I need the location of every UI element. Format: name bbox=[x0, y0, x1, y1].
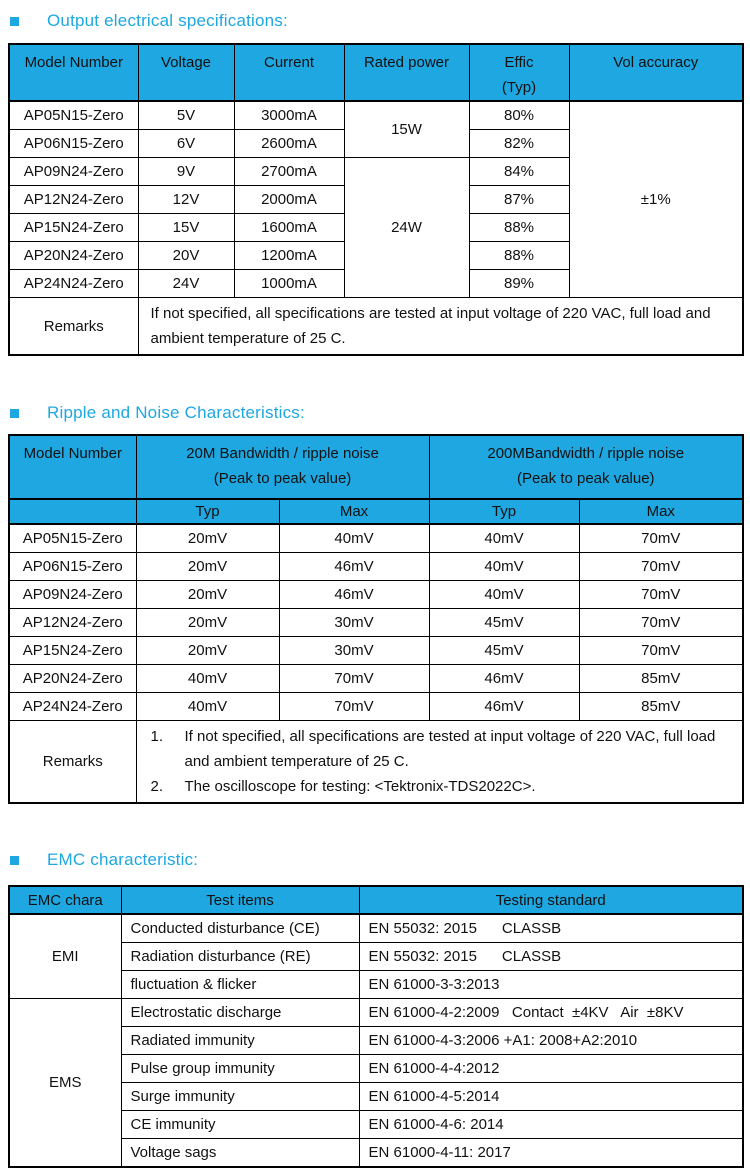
standard-cell: EN 61000-4-3:2006 +A1: 2008+A2:2010 bbox=[359, 1027, 743, 1055]
voltage-cell: 6V bbox=[138, 130, 234, 158]
header-current: Current bbox=[234, 44, 344, 101]
header-max-20m: Max bbox=[279, 499, 429, 524]
voltage-cell: 15V bbox=[138, 214, 234, 242]
table-row bbox=[9, 637, 743, 665]
standard-cell: EN 61000-4-11: 2017 bbox=[359, 1139, 743, 1168]
model-cell: AP06N15-Zero bbox=[9, 553, 136, 581]
effic-cell: 84% bbox=[469, 158, 569, 186]
header-test-items: Test items bbox=[121, 886, 359, 914]
current-cell: 2000mA bbox=[234, 186, 344, 214]
standard-cell: EN 61000-4-5:2014 bbox=[359, 1083, 743, 1111]
test-item-cell: fluctuation & flicker bbox=[121, 971, 359, 999]
test-item-cell: Pulse group immunity bbox=[121, 1055, 359, 1083]
header-max-200m: Max bbox=[579, 499, 743, 524]
remark-text: If not specified, all specifications are tested at input voltage of 220 VAC, full load and ambient temperature of 25 C. bbox=[184, 728, 716, 770]
max20-cell: 30mV bbox=[279, 609, 429, 637]
max200-cell: 85mV bbox=[579, 693, 743, 721]
max200-cell: 85mV bbox=[579, 665, 743, 693]
standard-cell: EN 55032: 2015 CLASSB bbox=[359, 943, 743, 971]
model-cell: AP20N24-Zero bbox=[9, 242, 138, 270]
typ20-cell: 40mV bbox=[136, 665, 279, 693]
test-item-cell: Radiated immunity bbox=[121, 1027, 359, 1055]
typ200-cell: 40mV bbox=[429, 553, 579, 581]
standard-cell: EN 61000-4-6: 2014 bbox=[359, 1111, 743, 1139]
current-cell: 3000mA bbox=[234, 101, 344, 130]
current-cell: 1600mA bbox=[234, 214, 344, 242]
standard-cell: EN 61000-4-2:2009 Contact ±4KV Air ±8KV bbox=[359, 999, 743, 1027]
current-cell: 2600mA bbox=[234, 130, 344, 158]
remarks-text: If not specified, all specifications are tested at input voltage of 220 VAC, full load and ambient temperature of 25 C. bbox=[138, 298, 743, 356]
vol-accuracy-cell: ±1% bbox=[569, 101, 743, 298]
remark-text: The oscilloscope for testing: <Tektronix-TDS2022C>. bbox=[184, 778, 536, 795]
typ20-cell: 20mV bbox=[136, 524, 279, 553]
section-heading-output-spec bbox=[10, 0, 750, 31]
table-row bbox=[9, 665, 743, 693]
typ20-cell: 20mV bbox=[136, 581, 279, 609]
model-cell: AP24N24-Zero bbox=[9, 693, 136, 721]
header-emc-chara: EMC chara bbox=[9, 886, 121, 914]
table-row bbox=[9, 553, 743, 581]
header-typ-20m: Typ bbox=[136, 499, 279, 524]
header-effic bbox=[469, 44, 569, 101]
table-row bbox=[9, 693, 743, 721]
typ200-cell: 40mV bbox=[429, 581, 579, 609]
section-heading-emc bbox=[10, 850, 750, 870]
typ200-cell: 46mV bbox=[429, 665, 579, 693]
table-row bbox=[9, 914, 743, 943]
section-title: Ripple and Noise Characteristics: bbox=[47, 403, 305, 422]
remarks-label: Remarks bbox=[9, 721, 136, 804]
voltage-cell: 5V bbox=[138, 101, 234, 130]
standard-cell: EN 61000-4-4:2012 bbox=[359, 1055, 743, 1083]
header-20m-bandwidth bbox=[136, 435, 429, 499]
output-spec-table bbox=[8, 43, 744, 356]
rated-power-24w-cell: 24W bbox=[344, 158, 469, 298]
test-item-cell: Surge immunity bbox=[121, 1083, 359, 1111]
test-item-cell: Voltage sags bbox=[121, 1139, 359, 1168]
model-cell: AP20N24-Zero bbox=[9, 665, 136, 693]
typ200-cell: 40mV bbox=[429, 524, 579, 553]
current-cell: 2700mA bbox=[234, 158, 344, 186]
standard-cell: EN 61000-3-3:2013 bbox=[359, 971, 743, 999]
typ20-cell: 20mV bbox=[136, 609, 279, 637]
effic-cell: 82% bbox=[469, 130, 569, 158]
model-cell: AP05N15-Zero bbox=[9, 524, 136, 553]
header-vol-accuracy: Vol accuracy bbox=[569, 44, 743, 101]
effic-cell: 89% bbox=[469, 270, 569, 298]
emi-group-cell: EMI bbox=[9, 914, 121, 999]
model-cell: AP09N24-Zero bbox=[9, 581, 136, 609]
remarks-label: Remarks bbox=[9, 298, 138, 356]
remark-item bbox=[149, 724, 733, 774]
header-typ-200m: Typ bbox=[429, 499, 579, 524]
voltage-cell: 12V bbox=[138, 186, 234, 214]
header-200m-line2: (Peak to peak value) bbox=[516, 470, 655, 487]
max200-cell: 70mV bbox=[579, 637, 743, 665]
table-row bbox=[9, 101, 743, 130]
test-item-cell: Conducted disturbance (CE) bbox=[121, 914, 359, 943]
header-20m-line1: 20M Bandwidth / ripple noise bbox=[186, 445, 379, 462]
max20-cell: 40mV bbox=[279, 524, 429, 553]
table-row bbox=[9, 581, 743, 609]
voltage-cell: 9V bbox=[138, 158, 234, 186]
model-cell: AP24N24-Zero bbox=[9, 270, 138, 298]
model-cell: AP09N24-Zero bbox=[9, 158, 138, 186]
table-header-row bbox=[9, 435, 743, 499]
table-header-row bbox=[9, 886, 743, 914]
effic-cell: 88% bbox=[469, 242, 569, 270]
section-title: Output electrical specifications: bbox=[47, 11, 288, 30]
header-testing-standard: Testing standard bbox=[359, 886, 743, 914]
effic-cell: 80% bbox=[469, 101, 569, 130]
test-item-cell: Electrostatic discharge bbox=[121, 999, 359, 1027]
table-row bbox=[9, 609, 743, 637]
remarks-row bbox=[9, 721, 743, 804]
typ20-cell: 40mV bbox=[136, 693, 279, 721]
header-effic-line2: (Typ) bbox=[501, 79, 537, 96]
ripple-noise-table bbox=[8, 434, 744, 804]
section-title: EMC characteristic: bbox=[47, 850, 199, 869]
section-bullet-icon bbox=[10, 856, 19, 865]
header-model: Model Number bbox=[9, 435, 136, 499]
table-row bbox=[9, 524, 743, 553]
max200-cell: 70mV bbox=[579, 609, 743, 637]
typ20-cell: 20mV bbox=[136, 553, 279, 581]
header-200m-bandwidth bbox=[429, 435, 743, 499]
model-cell: AP06N15-Zero bbox=[9, 130, 138, 158]
max200-cell: 70mV bbox=[579, 524, 743, 553]
remark-item bbox=[149, 774, 733, 799]
header-effic-line1: Effic bbox=[504, 54, 534, 71]
max20-cell: 70mV bbox=[279, 693, 429, 721]
current-cell: 1200mA bbox=[234, 242, 344, 270]
model-cell: AP15N24-Zero bbox=[9, 214, 138, 242]
header-rated-power: Rated power bbox=[344, 44, 469, 101]
voltage-cell: 20V bbox=[138, 242, 234, 270]
header-200m-line1: 200MBandwidth / ripple noise bbox=[487, 445, 685, 462]
section-bullet-icon bbox=[10, 17, 19, 26]
max200-cell: 70mV bbox=[579, 581, 743, 609]
header-model: Model Number bbox=[9, 44, 138, 101]
remark-number: 2. bbox=[150, 778, 164, 795]
standard-cell: EN 55032: 2015 CLASSB bbox=[359, 914, 743, 943]
remarks-list bbox=[136, 721, 743, 804]
voltage-cell: 24V bbox=[138, 270, 234, 298]
emc-table bbox=[8, 885, 744, 1168]
table-row bbox=[9, 999, 743, 1027]
table-header-row bbox=[9, 44, 743, 101]
rated-power-15w-cell: 15W bbox=[344, 101, 469, 158]
model-cell: AP05N15-Zero bbox=[9, 101, 138, 130]
effic-cell: 87% bbox=[469, 186, 569, 214]
current-cell: 1000mA bbox=[234, 270, 344, 298]
typ20-cell: 20mV bbox=[136, 637, 279, 665]
model-cell: AP15N24-Zero bbox=[9, 637, 136, 665]
section-heading-ripple-noise bbox=[10, 403, 750, 423]
header-20m-line2: (Peak to peak value) bbox=[213, 470, 352, 487]
model-cell: AP12N24-Zero bbox=[9, 609, 136, 637]
model-cell: AP12N24-Zero bbox=[9, 186, 138, 214]
effic-cell: 88% bbox=[469, 214, 569, 242]
remarks-row bbox=[9, 298, 743, 356]
typ200-cell: 45mV bbox=[429, 637, 579, 665]
ems-group-cell: EMS bbox=[9, 999, 121, 1168]
max20-cell: 46mV bbox=[279, 581, 429, 609]
remark-number: 1. bbox=[150, 728, 164, 745]
max20-cell: 30mV bbox=[279, 637, 429, 665]
empty-header-cell bbox=[9, 499, 136, 524]
test-item-cell: Radiation disturbance (RE) bbox=[121, 943, 359, 971]
max200-cell: 70mV bbox=[579, 553, 743, 581]
test-item-cell: CE immunity bbox=[121, 1111, 359, 1139]
max20-cell: 70mV bbox=[279, 665, 429, 693]
header-voltage: Voltage bbox=[138, 44, 234, 101]
typ200-cell: 45mV bbox=[429, 609, 579, 637]
typ200-cell: 46mV bbox=[429, 693, 579, 721]
max20-cell: 46mV bbox=[279, 553, 429, 581]
section-bullet-icon bbox=[10, 409, 19, 418]
table-subheader-row bbox=[9, 499, 743, 524]
